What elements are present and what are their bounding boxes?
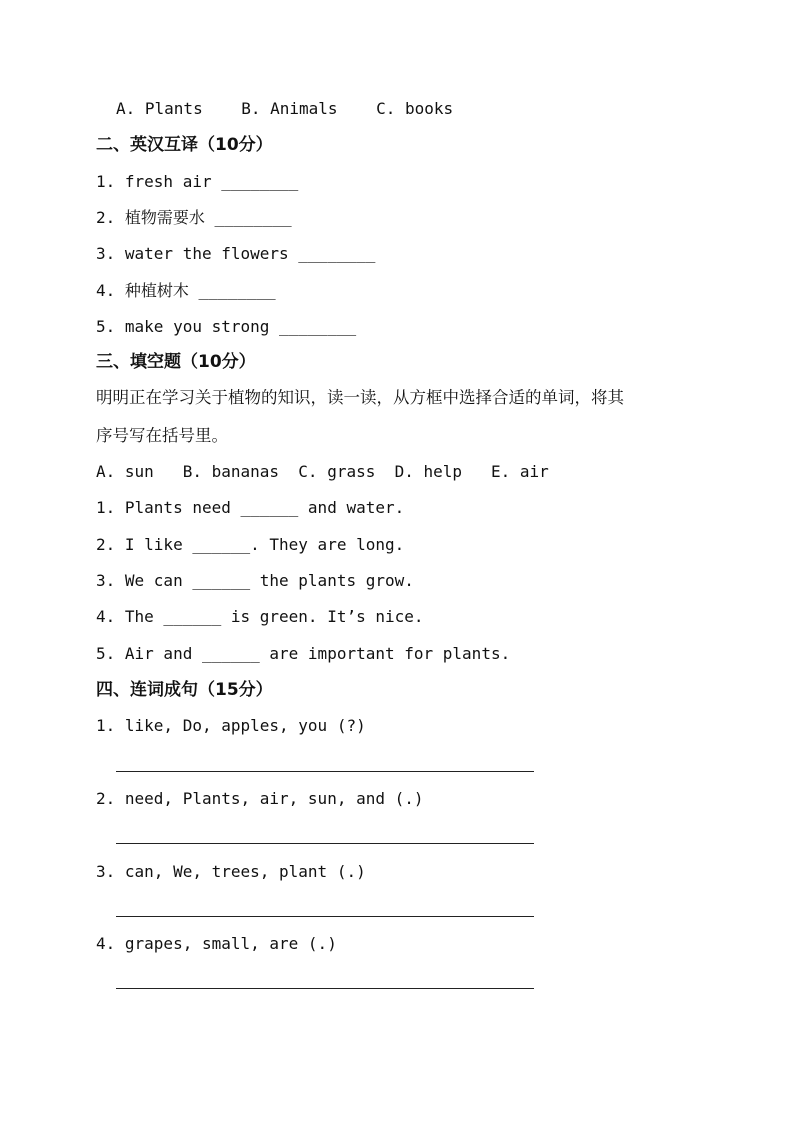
- word-options: A. sun B. bananas C. grass D. help E. air: [96, 462, 549, 481]
- fill-blank-item: 1. Plants need ______ and water.: [96, 498, 405, 517]
- fill-blank-item: 5. Air and ______ are important for plants.: [96, 644, 511, 663]
- sentence-item: 2. need, Plants, air, sun, and (.): [96, 789, 424, 808]
- section4-heading: 四、连词成句（15分）: [96, 680, 273, 700]
- fill-blank-item: 3. We can ______ the plants grow.: [96, 571, 414, 590]
- section3-instruction: 明明正在学习关于植物的知识，读一读，从方框中选择合适的单词，将其: [96, 388, 624, 407]
- section3-instruction: 序号写在括号里。: [96, 426, 228, 445]
- answer-line[interactable]: [116, 843, 534, 844]
- fill-blank-item: 4. The ______ is green. It’s nice.: [96, 607, 424, 626]
- sentence-item: 1. like, Do, apples, you (?): [96, 716, 366, 735]
- translation-item: 2. 植物需要水 ________: [96, 208, 292, 227]
- section2-heading: 二、英汉互译（10分）: [96, 135, 273, 155]
- translation-item: 5. make you strong ________: [96, 317, 357, 336]
- answer-line[interactable]: [116, 988, 534, 989]
- answer-line[interactable]: [116, 771, 534, 772]
- translation-item: 4. 种植树木 ________: [96, 281, 276, 300]
- sentence-item: 4. grapes, small, are (.): [96, 934, 337, 953]
- answer-line[interactable]: [116, 916, 534, 917]
- fill-blank-item: 2. I like ______. They are long.: [96, 535, 405, 554]
- translation-item: 3. water the flowers ________: [96, 244, 376, 263]
- top-options: A. Plants B. Animals C. books: [116, 99, 454, 118]
- translation-item: 1. fresh air ________: [96, 172, 299, 191]
- sentence-item: 3. can, We, trees, plant (.): [96, 862, 366, 881]
- section3-heading: 三、填空题（10分）: [96, 352, 256, 372]
